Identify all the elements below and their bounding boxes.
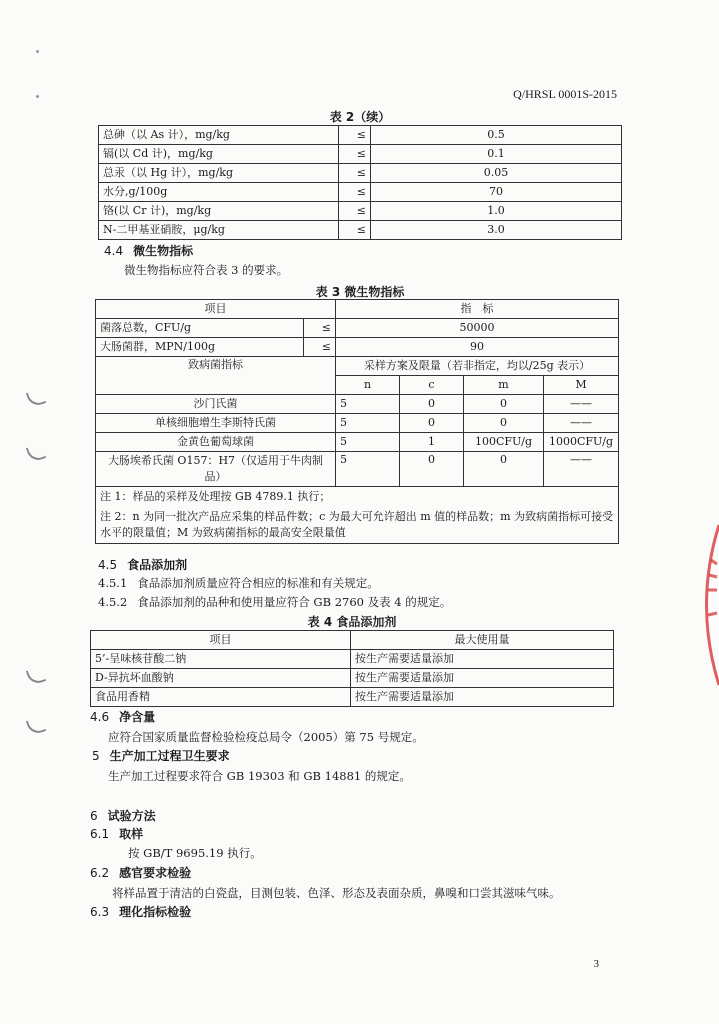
scan-speck — [36, 50, 39, 53]
cell-op: ≤ — [339, 126, 371, 145]
section-4-5-2 — [98, 594, 451, 610]
note-2: 注 2：n 为同一批次产品应采集的样品件数；c 为最大可允许超出 m 值的样品数；m 为致病菌指标可接受水平的限量值；M 为致病菌指标的最高安全限量值 — [100, 510, 614, 539]
cell-item: 食品用香精 — [91, 688, 351, 707]
section-6-3-heading — [90, 903, 191, 920]
page-number: 3 — [593, 958, 599, 970]
section-4-5-1 — [98, 575, 379, 591]
section-number: 4.5.2 — [98, 595, 128, 609]
cell-op: ≤ — [339, 183, 371, 202]
cell-value: 0.5 — [371, 126, 622, 145]
cell-item: 总砷（以 As 计），mg/kg — [99, 126, 339, 145]
cell-name: 大肠埃希氏菌 O157：H7（仅适用于牛肉制品） — [96, 452, 336, 487]
cell-item: 5’-呈味核苷酸二钠 — [91, 650, 351, 669]
table-header-row — [91, 631, 614, 650]
cell-item: 铬(以 Cr 计)，mg/kg — [99, 202, 339, 221]
cell-max: 按生产需要适量添加 — [351, 650, 614, 669]
cell-c: 0 — [400, 414, 464, 433]
section-text: 食品添加剂的品种和使用量应符合 GB 2760 及表 4 的规定。 — [137, 595, 452, 609]
section-5-heading — [92, 747, 230, 764]
punch-hole-mark — [26, 443, 47, 464]
section-title: 取样 — [119, 827, 144, 841]
table4-caption: 表 4 食品添加剂 — [307, 615, 397, 629]
table-row — [99, 183, 622, 202]
table-row — [96, 357, 619, 376]
cell-m: 0 — [464, 414, 544, 433]
section-number: 4.5 — [98, 558, 118, 572]
cell-value: 90 — [336, 338, 619, 357]
section-4-6-heading — [90, 708, 155, 725]
table-row — [91, 650, 614, 669]
punch-hole-mark — [26, 388, 47, 409]
section-6-heading — [90, 807, 156, 824]
section-number: 4.4 — [104, 244, 124, 258]
section-6-2-heading — [90, 864, 191, 881]
cell-op: ≤ — [339, 145, 371, 164]
header-index: 指 标 — [336, 300, 619, 319]
red-seal-stamp — [689, 520, 719, 690]
section-number: 6.2 — [90, 866, 110, 880]
section-5-text: 生产加工过程要求符合 GB 19303 和 GB 14881 的规定。 — [108, 769, 411, 783]
table3 — [95, 299, 619, 544]
scan-speck — [36, 95, 39, 98]
section-title: 食品添加剂 — [127, 558, 188, 572]
cell-n: 5 — [336, 452, 400, 487]
cell-op: ≤ — [339, 221, 371, 240]
punch-hole-mark — [26, 716, 47, 737]
section-6-2-text: 将样品置于清洁的白瓷盘，目测包装、色泽、形态及表面杂质，鼻嗅和口尝其滋味气味。 — [112, 886, 561, 900]
table2-caption: 表 2（续） — [329, 110, 391, 124]
punch-hole-mark — [26, 666, 47, 687]
cell-name: 沙门氏菌 — [96, 395, 336, 414]
cell-M: 1000CFU/g — [544, 433, 619, 452]
cell-value: 3.0 — [371, 221, 622, 240]
cell-n: 5 — [336, 433, 400, 452]
note-1: 注 1：样品的采样及处理按 GB 4789.1 执行； — [100, 490, 331, 503]
cell-value: 1.0 — [371, 202, 622, 221]
col-header-c: c — [400, 376, 464, 395]
section-title: 理化指标检验 — [119, 905, 192, 919]
table-row — [99, 164, 622, 183]
cell-item: 菌落总数，CFU/g — [96, 319, 304, 338]
cell-op: ≤ — [304, 338, 336, 357]
cell-M: —— — [544, 395, 619, 414]
table-row — [96, 414, 619, 433]
section-6-1-text: 按 GB/T 9695.19 执行。 — [128, 846, 262, 860]
cell-op: ≤ — [339, 202, 371, 221]
cell-m: 100CFU/g — [464, 433, 544, 452]
table-row — [99, 221, 622, 240]
cell-item: 镉(以 Cd 计)，mg/kg — [99, 145, 339, 164]
cell-name: 金黄色葡萄球菌 — [96, 433, 336, 452]
header-max: 最大使用量 — [351, 631, 614, 650]
table-row — [96, 452, 619, 487]
cell-value: 70 — [371, 183, 622, 202]
table-row — [96, 433, 619, 452]
cell-item: D-异抗坏血酸钠 — [91, 669, 351, 688]
cell-value: 50000 — [336, 319, 619, 338]
col-header-M: M — [544, 376, 619, 395]
cell-max: 按生产需要适量添加 — [351, 669, 614, 688]
cell-M: —— — [544, 452, 619, 487]
cell-c: 1 — [400, 433, 464, 452]
cell-M: —— — [544, 414, 619, 433]
header-item: 项目 — [96, 300, 336, 319]
section-title: 感官要求检验 — [119, 866, 192, 880]
table-row — [99, 145, 622, 164]
cell-c: 0 — [400, 452, 464, 487]
section-4-5-heading — [98, 556, 187, 573]
cell-m: 0 — [464, 395, 544, 414]
cell-n: 5 — [336, 414, 400, 433]
table-row — [96, 395, 619, 414]
section-number: 6.1 — [90, 827, 110, 841]
cell-m: 0 — [464, 452, 544, 487]
table-row — [99, 202, 622, 221]
cell-value: 0.1 — [371, 145, 622, 164]
section-number: 6 — [90, 809, 98, 823]
col-header-m: m — [464, 376, 544, 395]
cell-item: 大肠菌群，MPN/100g — [96, 338, 304, 357]
col-header-n: n — [336, 376, 400, 395]
section-number: 4.5.1 — [98, 576, 128, 590]
cell-notes — [96, 487, 619, 544]
section-title: 净含量 — [119, 710, 156, 724]
table-row — [99, 126, 622, 145]
section-4-4-heading — [104, 242, 193, 259]
table2 — [98, 125, 622, 240]
standard-code: Q/HRSL 0001S-2015 — [513, 87, 617, 101]
cell-op: ≤ — [304, 319, 336, 338]
table-row — [96, 338, 619, 357]
cell-value: 0.05 — [371, 164, 622, 183]
cell-c: 0 — [400, 395, 464, 414]
section-number: 6.3 — [90, 905, 110, 919]
table-note-row — [96, 487, 619, 544]
section-title: 生产加工过程卫生要求 — [109, 749, 230, 763]
section-text: 食品添加剂质量应符合相应的标准和有关规定。 — [137, 576, 379, 590]
cell-item: 水分,g/100g — [99, 183, 339, 202]
cell-pathogen-label: 致病菌指标 — [96, 357, 336, 395]
section-4-6-text: 应符合国家质量监督检验检疫总局令（2005）第 75 号规定。 — [108, 730, 424, 744]
header-item: 项目 — [91, 631, 351, 650]
table-row — [91, 669, 614, 688]
section-4-4-text: 微生物指标应符合表 3 的要求。 — [124, 263, 289, 277]
section-number: 4.6 — [90, 710, 110, 724]
cell-name: 单核细胞增生李斯特氏菌 — [96, 414, 336, 433]
cell-n: 5 — [336, 395, 400, 414]
section-title: 试验方法 — [107, 809, 156, 823]
section-number: 5 — [92, 749, 100, 763]
cell-item: N-二甲基亚硝胺，μg/kg — [99, 221, 339, 240]
cell-item: 总汞（以 Hg 计），mg/kg — [99, 164, 339, 183]
cell-op: ≤ — [339, 164, 371, 183]
table3-caption: 表 3 微生物指标 — [315, 285, 405, 299]
table-header-row — [96, 300, 619, 319]
cell-max: 按生产需要适量添加 — [351, 688, 614, 707]
table4 — [90, 630, 614, 707]
table-row — [96, 319, 619, 338]
cell-sampling-label: 采样方案及限量（若非指定，均以/25g 表示） — [336, 357, 619, 376]
section-6-1-heading — [90, 825, 143, 842]
section-title: 微生物指标 — [133, 244, 194, 258]
table-row — [91, 688, 614, 707]
